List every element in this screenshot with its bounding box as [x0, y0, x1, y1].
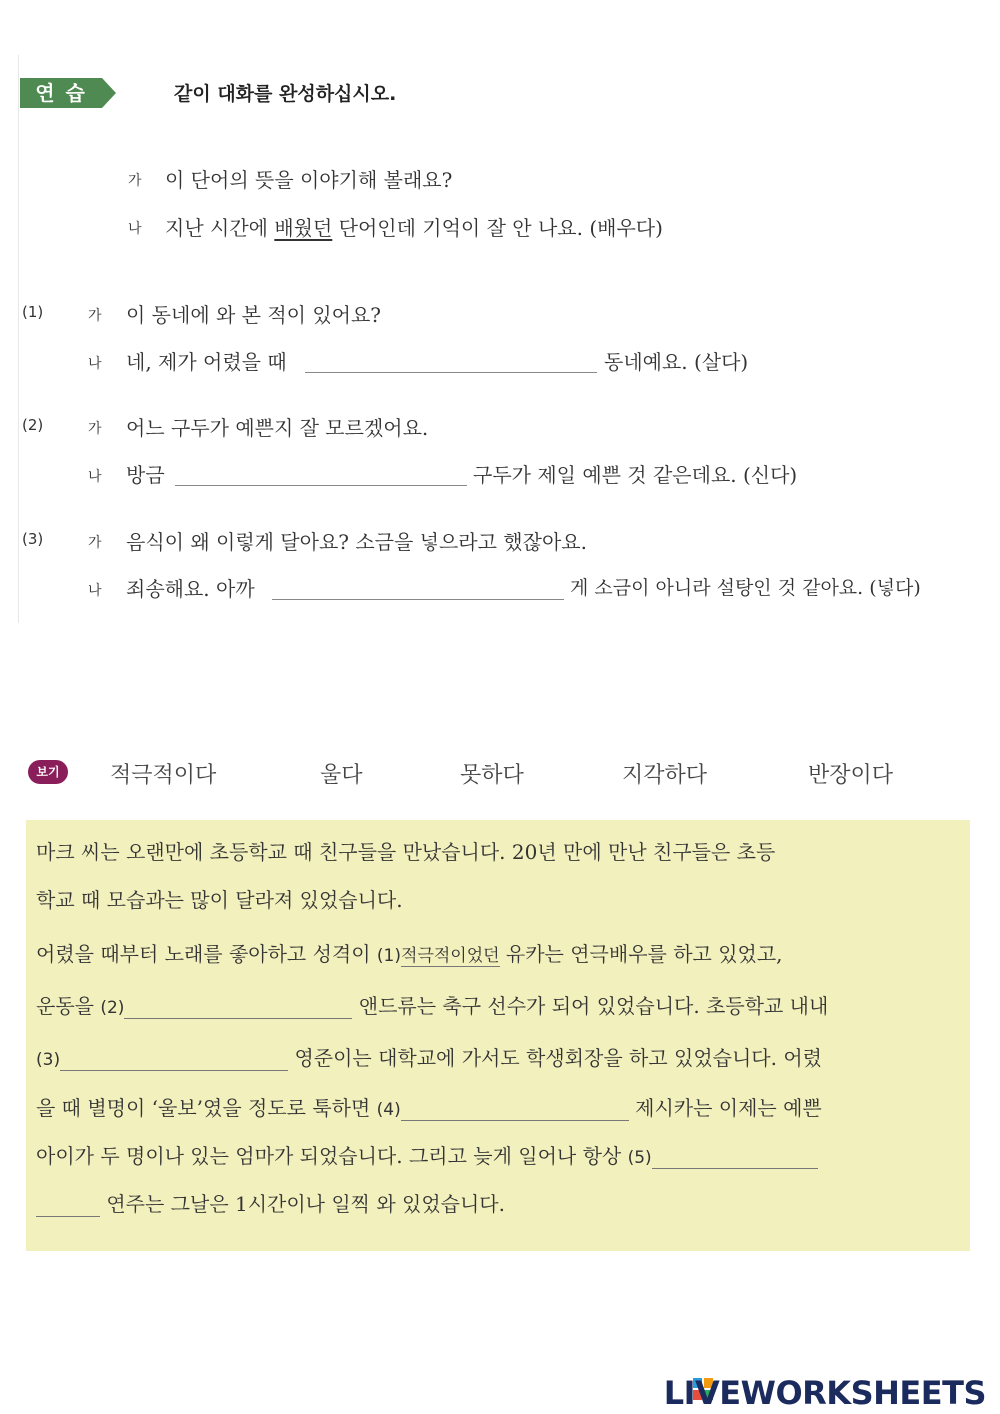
passage-text: 어렸을 때부터 노래를 좋아하고 성격이 [36, 942, 377, 966]
passage-text: 운동을 [36, 994, 101, 1018]
answer-blank-1[interactable] [305, 372, 597, 373]
item-number: (1) [22, 303, 44, 321]
item-number: (2) [22, 416, 44, 434]
answer-blank-3[interactable] [272, 599, 564, 600]
example-answer: 배웠던 [274, 216, 333, 240]
blank-number-1: (1) [376, 946, 402, 966]
word-bank-word: 못하다 [460, 763, 524, 788]
example-line-b [165, 212, 663, 241]
blank-number-3: (3) [36, 1050, 61, 1070]
passage-line-7 [36, 1140, 818, 1169]
blank-number-2: (2) [100, 998, 125, 1018]
passage-blank-2[interactable] [124, 996, 352, 1019]
item-line-b-post: 게 소금이 아니라 설탕인 것 같아요. (넣다) [570, 577, 921, 599]
item-line-b-pre: 네, 제가 어렸을 때 [126, 350, 287, 374]
item-speaker-a: 가 [88, 421, 102, 437]
example-speaker-a: 가 [128, 173, 142, 189]
blank-number-4: (4) [376, 1100, 401, 1120]
word-bank-word: 울다 [320, 763, 363, 788]
example-line-b-pre: 지난 시간에 [165, 216, 275, 240]
example-speaker-b: 나 [128, 221, 142, 237]
passage-line-5 [36, 1042, 822, 1071]
passage-line-8 [36, 1188, 505, 1217]
word-bank-word: 지각하다 [622, 763, 708, 788]
passage-answer-1: 적극적이었던 [401, 946, 500, 966]
liveworksheets-logo[interactable]: LIVEWORKSHEETS [663, 1374, 986, 1412]
answer-input-3[interactable] [272, 570, 568, 598]
passage-line-4 [36, 990, 828, 1019]
passage-text: 연주는 그날은 1시간이나 일찍 와 있었습니다. [100, 1192, 505, 1216]
item-line-a: 음식이 왜 이렇게 달아요? 소금을 넣으라고 했잖아요. [126, 530, 587, 554]
answer-input-2[interactable] [175, 456, 471, 484]
item-line-b-pre: 죄송해요. 아까 [126, 577, 255, 601]
exercise-tag-label: 연 습 [35, 81, 87, 105]
item-number: (3) [22, 530, 44, 548]
word-bank-word: 적극적이다 [110, 763, 217, 788]
passage-text: 앤드류는 축구 선수가 되어 있었습니다. 초등학교 내내 [352, 994, 829, 1018]
answer-input-1[interactable] [305, 343, 601, 371]
passage-text: 영준이는 대학교에 가서도 학생회장을 하고 있었습니다. 어렸 [288, 1046, 822, 1070]
passage-line-3 [36, 938, 783, 967]
passage-text: 아이가 두 명이나 있는 엄마가 되었습니다. 그리고 늦게 일어나 항상 [36, 1144, 628, 1168]
passage-text: 을 때 별명이 ‘울보’였을 정도로 툭하면 [36, 1096, 377, 1120]
passage-line-2: 학교 때 모습과는 많이 달라져 있었습니다. [36, 888, 403, 912]
blank-number-5: (5) [627, 1148, 652, 1168]
passage-line-6 [36, 1092, 822, 1121]
item-line-b-post: 동네예요. (살다) [604, 350, 749, 374]
item-line-a: 어느 구두가 예쁜지 잘 모르겠어요. [126, 416, 429, 440]
item-speaker-b: 나 [88, 469, 102, 485]
exercise-instruction: 같이 대화를 완성하십시오. [174, 83, 397, 105]
example-line-b-post: 단어인데 기억이 잘 안 나요. (배우다) [332, 216, 663, 240]
item-line-a: 이 동네에 와 본 적이 있어요? [126, 303, 382, 327]
example-line-a: 이 단어의 뜻을 이야기해 볼래요? [165, 168, 453, 192]
exercise-tag [20, 78, 116, 108]
item-line-b-pre: 방금 [126, 463, 165, 487]
word-bank-word: 반장이다 [808, 763, 894, 788]
item-speaker-b: 나 [88, 356, 102, 372]
word-bank-badge: 보기 [28, 760, 68, 784]
item-speaker-a: 가 [88, 308, 102, 324]
item-speaker-b: 나 [88, 583, 102, 599]
passage-blank-4[interactable] [401, 1098, 629, 1121]
answer-blank-2[interactable] [175, 485, 467, 486]
passage-blank-5[interactable] [652, 1146, 818, 1169]
passage-text: 유카는 연극배우를 하고 있었고, [499, 942, 783, 966]
passage-line-1: 마크 씨는 오랜만에 초등학교 때 친구들을 만났습니다. 20년 만에 만난 친구들은 초등 [36, 840, 776, 864]
passage-blank-3[interactable] [60, 1048, 288, 1071]
passage-blank-5-cont[interactable] [36, 1194, 100, 1217]
item-speaker-a: 가 [88, 535, 102, 551]
passage-text: 제시카는 이제는 예쁜 [628, 1096, 822, 1120]
item-line-b-post: 구두가 제일 예쁜 것 같은데요. (신다) [473, 463, 798, 487]
